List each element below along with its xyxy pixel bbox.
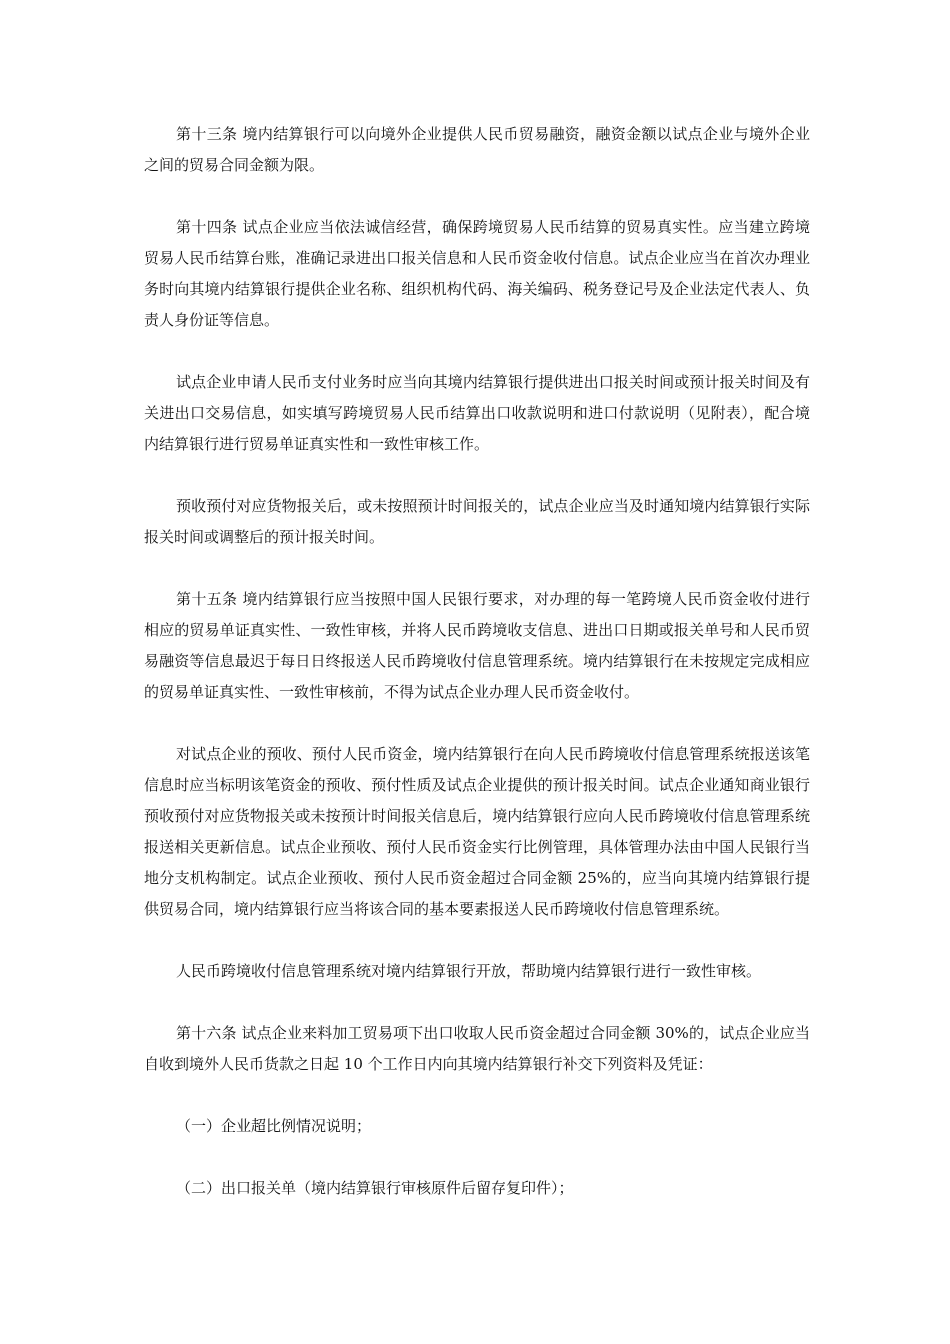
document-body [144,119,810,1235]
article-13-paragraph: 第十三条 境内结算银行可以向境外企业提供人民币贸易融资，融资金额以试点企业与境外企业之间的贸易合同金额为限。 [144,125,810,174]
article-14-paragraph: 第十四条 试点企业应当依法诚信经营，确保跨境贸易人民币结算的贸易真实性。应当建立跨境贸易人民币结算台账，准确记录进出口报关信息和人民币资金收付信息。试点企业应当在首次办理业务时向其境内结算银行提供企业名称、组织机构代码、海关编码、税务登记号及企业法定代表人、负责人身份证等信息。 [144,218,810,329]
rmb-payment-application-paragraph: 试点企业申请人民币支付业务时应当向其境内结算银行提供进出口报关时间或预计报关时间及有关进出口交易信息，如实填写跨境贸易人民币结算出口收款说明和进口付款说明（见附表），配合境内结算银行进行贸易单证真实性和一致性审核工作。 [144,373,810,453]
list-item-2: （二）出口报关单（境内结算银行审核原件后留存复印件）； [176,1179,574,1197]
advance-receipt-payment-paragraph: 对试点企业的预收、预付人民币资金，境内结算银行在向人民币跨境收付信息管理系统报送该笔信息时应当标明该笔资金的预收、预付性质及试点企业提供的预计报关时间。试点企业通知商业银行预收预付对应货物报关或未按预计时间报关信息后，境内结算银行应向人民币跨境收付信息管理系统报送相关更新信息。试点企业预收、预付人民币资金实行比例管理，具体管理办法由中国人民银行当地分支机构制定。试点企业预收、预付人民币资金超过合同金额 25%的，应当向其境内结算银行提供贸易合同，境内结算银行应当将该合同的基本要素报送人民币跨境收付信息管理系统。 [144,745,810,918]
information-system-paragraph: 人民币跨境收付信息管理系统对境内结算银行开放，帮助境内结算银行进行一致性审核。 [176,962,762,980]
article-16-paragraph: 第十六条 试点企业来料加工贸易项下出口收取人民币资金超过合同金额 30%的，试点企业应当自收到境外人民币货款之日起 10 个工作日内向其境内结算银行补交下列资料及凭证： [144,1024,810,1073]
list-item-1: （一）企业超比例情况说明； [176,1117,372,1135]
advance-payment-notice-paragraph: 预收预付对应货物报关后，或未按照预计时间报关的，试点企业应当及时通知境内结算银行实际报关时间或调整后的预计报关时间。 [144,497,810,546]
article-15-paragraph: 第十五条 境内结算银行应当按照中国人民银行要求，对办理的每一笔跨境人民币资金收付进行相应的贸易单证真实性、一致性审核，并将人民币跨境收支信息、进出口日期或报关单号和人民币贸易融资等信息最迟于每日日终报送人民币跨境收付信息管理系统。境内结算银行在未按规定完成相应的贸易单证真实性、一致性审核前，不得为试点企业办理人民币资金收付。 [144,590,810,701]
